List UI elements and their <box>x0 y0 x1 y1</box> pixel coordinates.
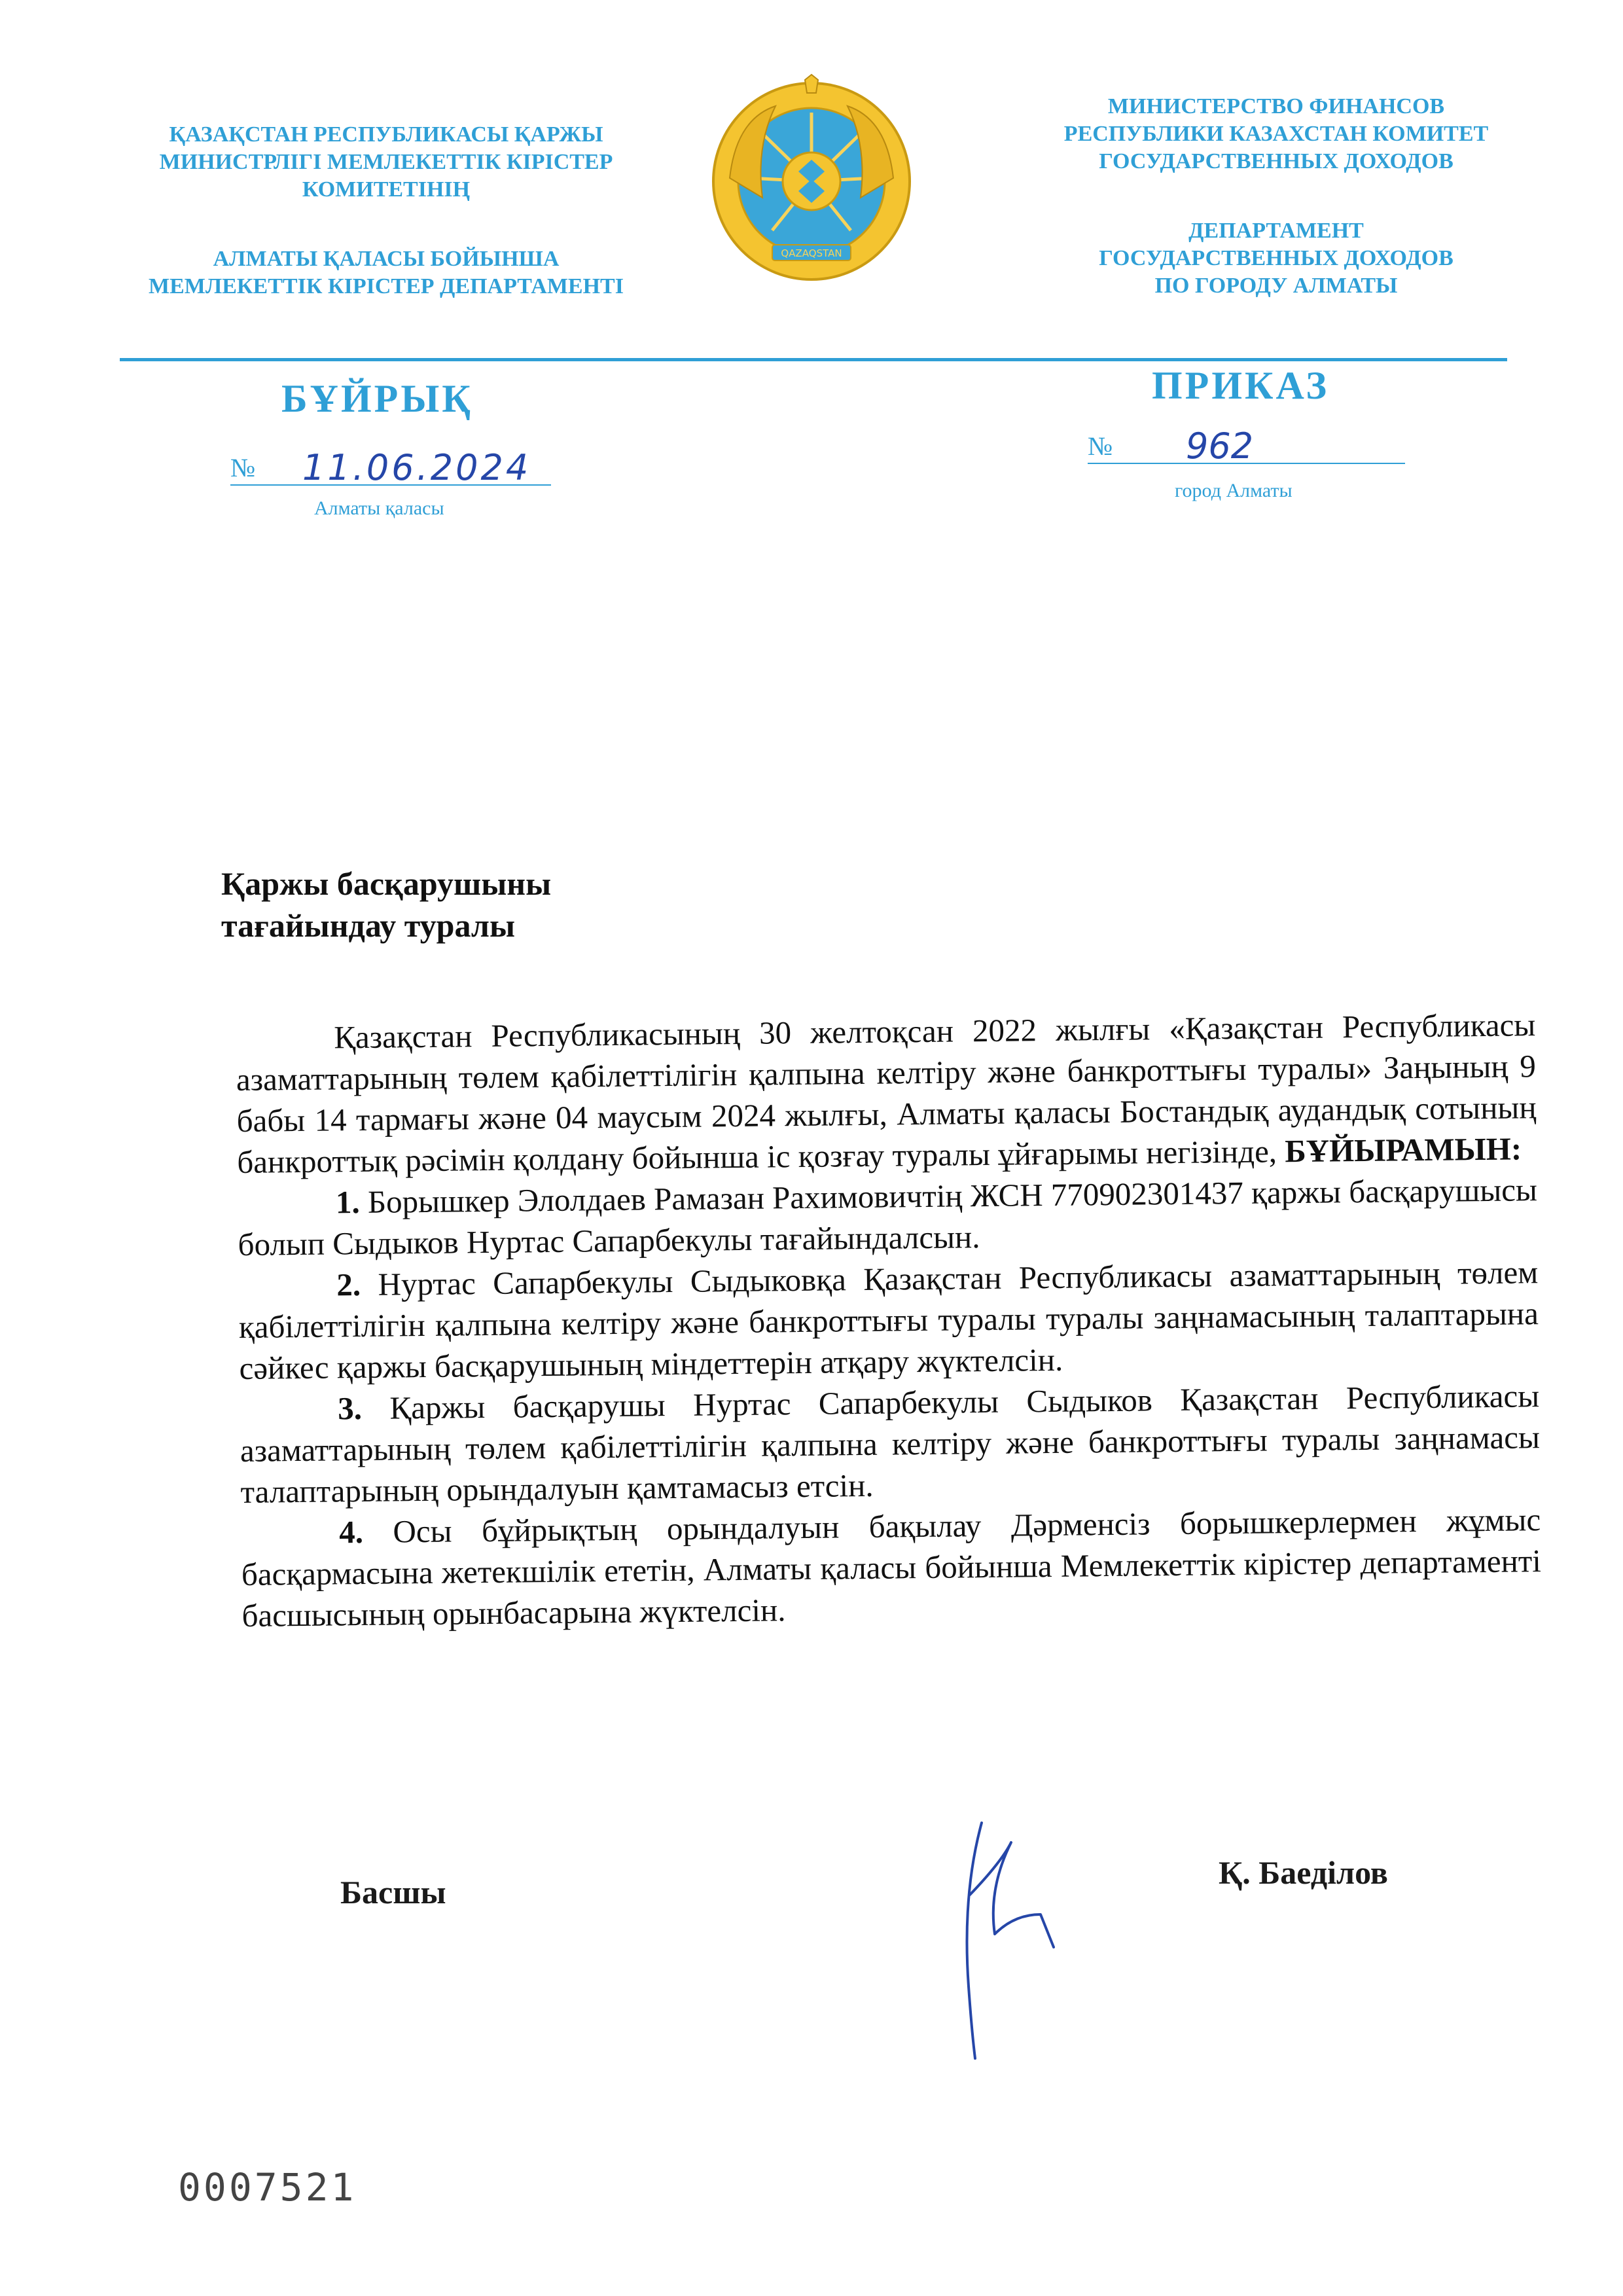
header-left-kz <box>111 121 661 300</box>
subject-line: Қаржы басқарушыны <box>221 865 552 902</box>
handwritten-date: 11.06.2024 <box>302 447 531 488</box>
header-left-line: КОМИТЕТІНІҢ <box>302 177 471 202</box>
serial-number: 0007521 <box>178 2165 357 2210</box>
order-subject <box>221 863 551 946</box>
preamble-text: Қазақстан Республикасының 30 желтоқсан 2022 жылғы «Қазақстан Республикасы азаматтарының төлем қабілеттілігін қалпына келтіру және банкроттығы туралы» Заңының 9 бабы 14 тармағы және 04 маусым 2024 жылғы, Алматы қаласы Бостандық аудандық сотының банкроттық рәсімін қолдану бойынша іс қозғау туралы ұйғарымы негізінде, <box>236 1007 1537 1180</box>
city-ru: город Алматы <box>1175 480 1293 501</box>
subject-line: тағайындау туралы <box>221 907 516 944</box>
order-number-field <box>1088 425 1405 467</box>
header-left-line: МЕМЛЕКЕТТІК КІРІСТЕР ДЕПАРТАМЕНТІ <box>149 274 624 298</box>
head-title: Басшы <box>340 1874 446 1910</box>
header-right-line: ГОСУДАРСТВЕННЫХ ДОХОДОВ <box>1099 246 1454 270</box>
order-item <box>238 1169 1538 1265</box>
header-left-line: АЛМАТЫ ҚАЛАСЫ БОЙЫНША <box>213 247 560 271</box>
header-right-line: ГОСУДАРСТВЕННЫХ ДОХОДОВ <box>1099 149 1454 173</box>
state-emblem-icon <box>710 73 913 296</box>
city-kz: Алматы қаласы <box>314 497 444 519</box>
item-text: Нуртас Сапарбекулы Сыдыковқа Қазақстан Республикасы азаматтарының төлем қабілеттілігін қалпына келтіру және банкроттығы туралы туралы заңнамасының талаптарына сәйкес қаржы басқарушының міндеттерін атқару жүктелсін. <box>238 1254 1539 1386</box>
emblem-text: QAZAQSTAN <box>781 247 842 259</box>
header-right-line: РЕСПУБЛИКИ КАЗАХСТАН КОМИТЕТ <box>1063 122 1489 146</box>
header-right-line: МИНИСТЕРСТВО ФИНАНСОВ <box>1107 94 1445 118</box>
handwritten-number: 962 <box>1186 425 1254 467</box>
order-item <box>241 1499 1542 1636</box>
item-text: Қаржы басқарушы Нуртас Сапарбекулы Сыдыков Қазақстан Республикасы азаматтарының төлем қабілеттілігін қалпына келтіру және банкроттығы туралы заңнамасы талаптарының орындалуын қамтамасыз етсін. <box>240 1378 1541 1510</box>
header-right-ru <box>982 93 1571 300</box>
header-divider <box>120 358 1507 361</box>
header-left-line: ҚАЗАҚСТАН РЕСПУБЛИКАСЫ ҚАРЖЫ <box>169 122 603 147</box>
preamble-paragraph <box>236 1004 1537 1183</box>
item-number: 4. <box>338 1514 364 1551</box>
item-text: Борышкер Элолдаев Рамазан Рахимовичтің ЖСН 770902301437 қаржы басқарушысы болып Сыдыков Нуртас Сапарбекулы тағайындалсын. <box>238 1172 1538 1263</box>
number-sign: № <box>1088 431 1113 461</box>
order-date-field <box>230 447 551 488</box>
header-right-line: ДЕПАРТАМЕНТ <box>1188 219 1364 243</box>
decree-word: БҰЙЫРАМЫН: <box>1284 1130 1522 1170</box>
header-right-line: ПО ГОРОДУ АЛМАТЫ <box>1154 274 1398 298</box>
item-number: 1. <box>335 1184 360 1221</box>
head-name: Қ. Баеділов <box>1219 1854 1388 1891</box>
order-body <box>236 1004 1542 1636</box>
signature-icon <box>942 1816 1060 2065</box>
order-item <box>238 1251 1539 1389</box>
header-left-line: МИНИСТРЛІГІ МЕМЛЕКЕТТІК КІРІСТЕР <box>159 150 613 174</box>
item-text: Осы бұйрықтың орындалуын бақылау Дәрменсіз борышкерлермен жұмыс басқармасына жетекшілік ететін, Алматы қаласы бойынша Мемлекеттік кірістер департаменті басшысының орынбасарына жүктелсін. <box>241 1501 1542 1634</box>
item-number: 3. <box>337 1390 363 1427</box>
number-sign: № <box>230 453 256 482</box>
order-item <box>240 1375 1541 1513</box>
order-title-kz: БҰЙРЫҚ <box>281 377 473 420</box>
item-number: 2. <box>336 1266 361 1303</box>
order-title-ru: ПРИКАЗ <box>1152 364 1330 407</box>
